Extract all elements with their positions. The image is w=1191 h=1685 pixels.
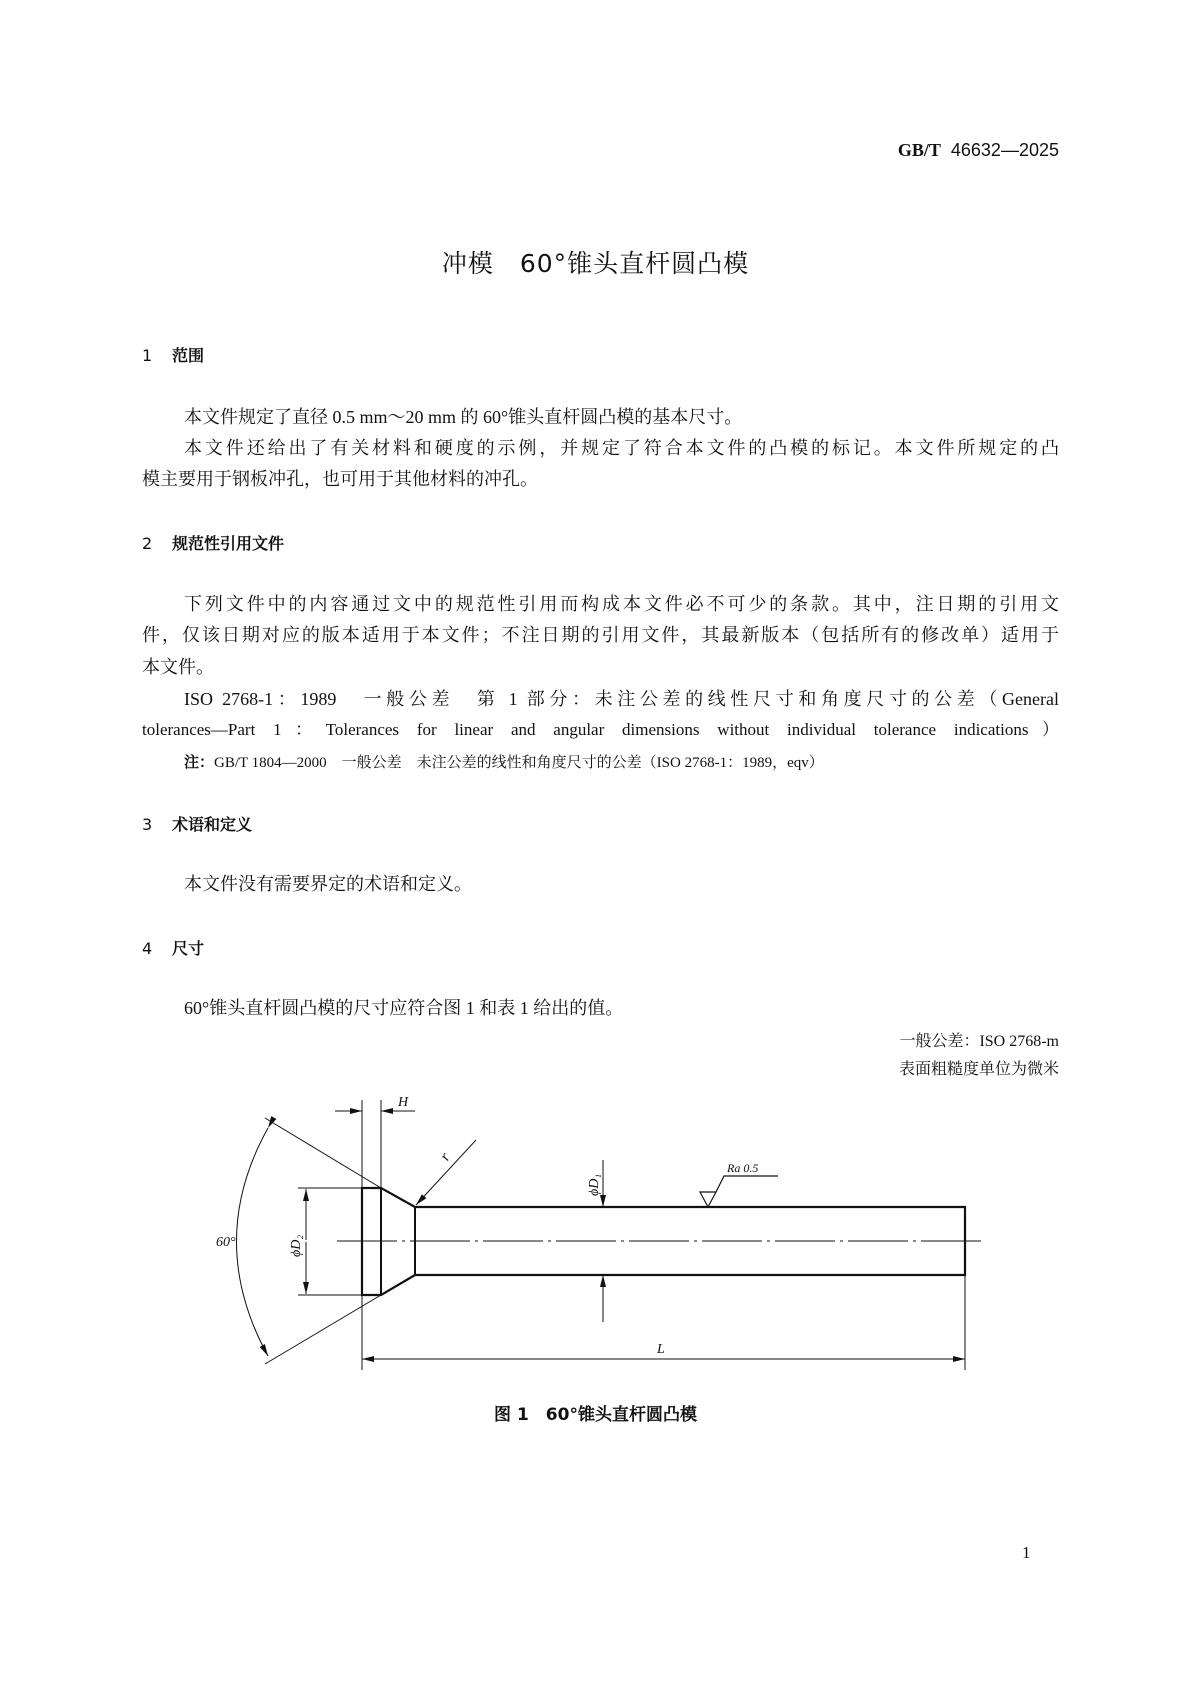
page-title: 冲模 60°锥头直杆圆凸模	[441, 249, 750, 278]
paragraph-line: 60°锥头直杆圆凸模的尺寸应符合图 1 和表 1 给出的值。	[184, 998, 624, 1018]
roughness-label: Ra 0.5	[727, 1161, 759, 1175]
roughness-symbol	[700, 1176, 778, 1207]
reference-line: tolerances—Part 1：Tolerances for linear and angular dimensions without individual tolerance indications）	[142, 720, 1059, 739]
page-number: 1	[1022, 1543, 1031, 1562]
paragraph-line: 模主要用于钢板冲孔，也可用于其他材料的冲孔。	[142, 469, 538, 489]
note-label: 注：	[184, 753, 215, 771]
section-title: 术语和定义	[172, 815, 253, 834]
tolerance-note: 一般公差：ISO 2768-m	[899, 1033, 1059, 1050]
paragraph-line: 本文件还给出了有关材料和硬度的示例，并规定了符合本文件的凸模的标记。本文件所规定的凸	[184, 438, 1059, 458]
standard-prefix: GB/T	[897, 140, 941, 160]
section-title: 范围	[172, 346, 205, 365]
section-number: 2	[142, 534, 153, 553]
paragraph-line: 本文件没有需要界定的术语和定义。	[184, 874, 472, 894]
section-number: 3	[142, 815, 153, 834]
paragraph-line: 件，仅该日期对应的版本适用于本文件；不注日期的引用文件，其最新版本（包括所有的修改单）适用于	[142, 625, 1059, 645]
roughness-unit-note: 表面粗糙度单位为微米	[898, 1061, 1059, 1078]
r-label: r	[437, 1150, 454, 1164]
figure-caption: 图 1 60°锥头直杆圆凸模	[494, 1405, 697, 1425]
section-number: 1	[142, 346, 153, 365]
cone-extension-line	[265, 1118, 381, 1188]
paragraph-line: 本文件。	[142, 657, 214, 677]
d2-label: ϕD₂	[289, 1234, 304, 1257]
paragraph-line: 下列文件中的内容通过文中的规范性引用而构成本文件必不可少的条款。其中，注日期的引用文	[184, 594, 1059, 614]
angle-label: 60°	[216, 1235, 236, 1250]
reference-line: ISO 2768-1：1989 一般公差 第 1 部分：未注公差的线性尺寸和角度尺寸的公差（General	[184, 689, 1059, 709]
d1-label: ϕD₁	[587, 1173, 602, 1196]
angle-dimension-arc	[237, 1128, 269, 1356]
paragraph-line: 本文件规定了直径 0.5 mm～20 mm 的 60°锥头直杆圆凸模的基本尺寸。	[184, 407, 743, 427]
h-label: H	[398, 1095, 409, 1110]
standard-code: 46632—2025	[950, 140, 1059, 160]
section-number: 4	[142, 939, 153, 958]
section-title: 尺寸	[172, 939, 205, 958]
section-title: 规范性引用文件	[172, 534, 285, 553]
l-label: L	[657, 1342, 665, 1357]
cone-extension-line	[265, 1295, 381, 1364]
note-text: GB/T 1804—2000 一般公差 未注公差的线性和角度尺寸的公差（ISO 2768-1：1989，eqv）	[214, 755, 824, 771]
r-leader	[416, 1140, 476, 1205]
